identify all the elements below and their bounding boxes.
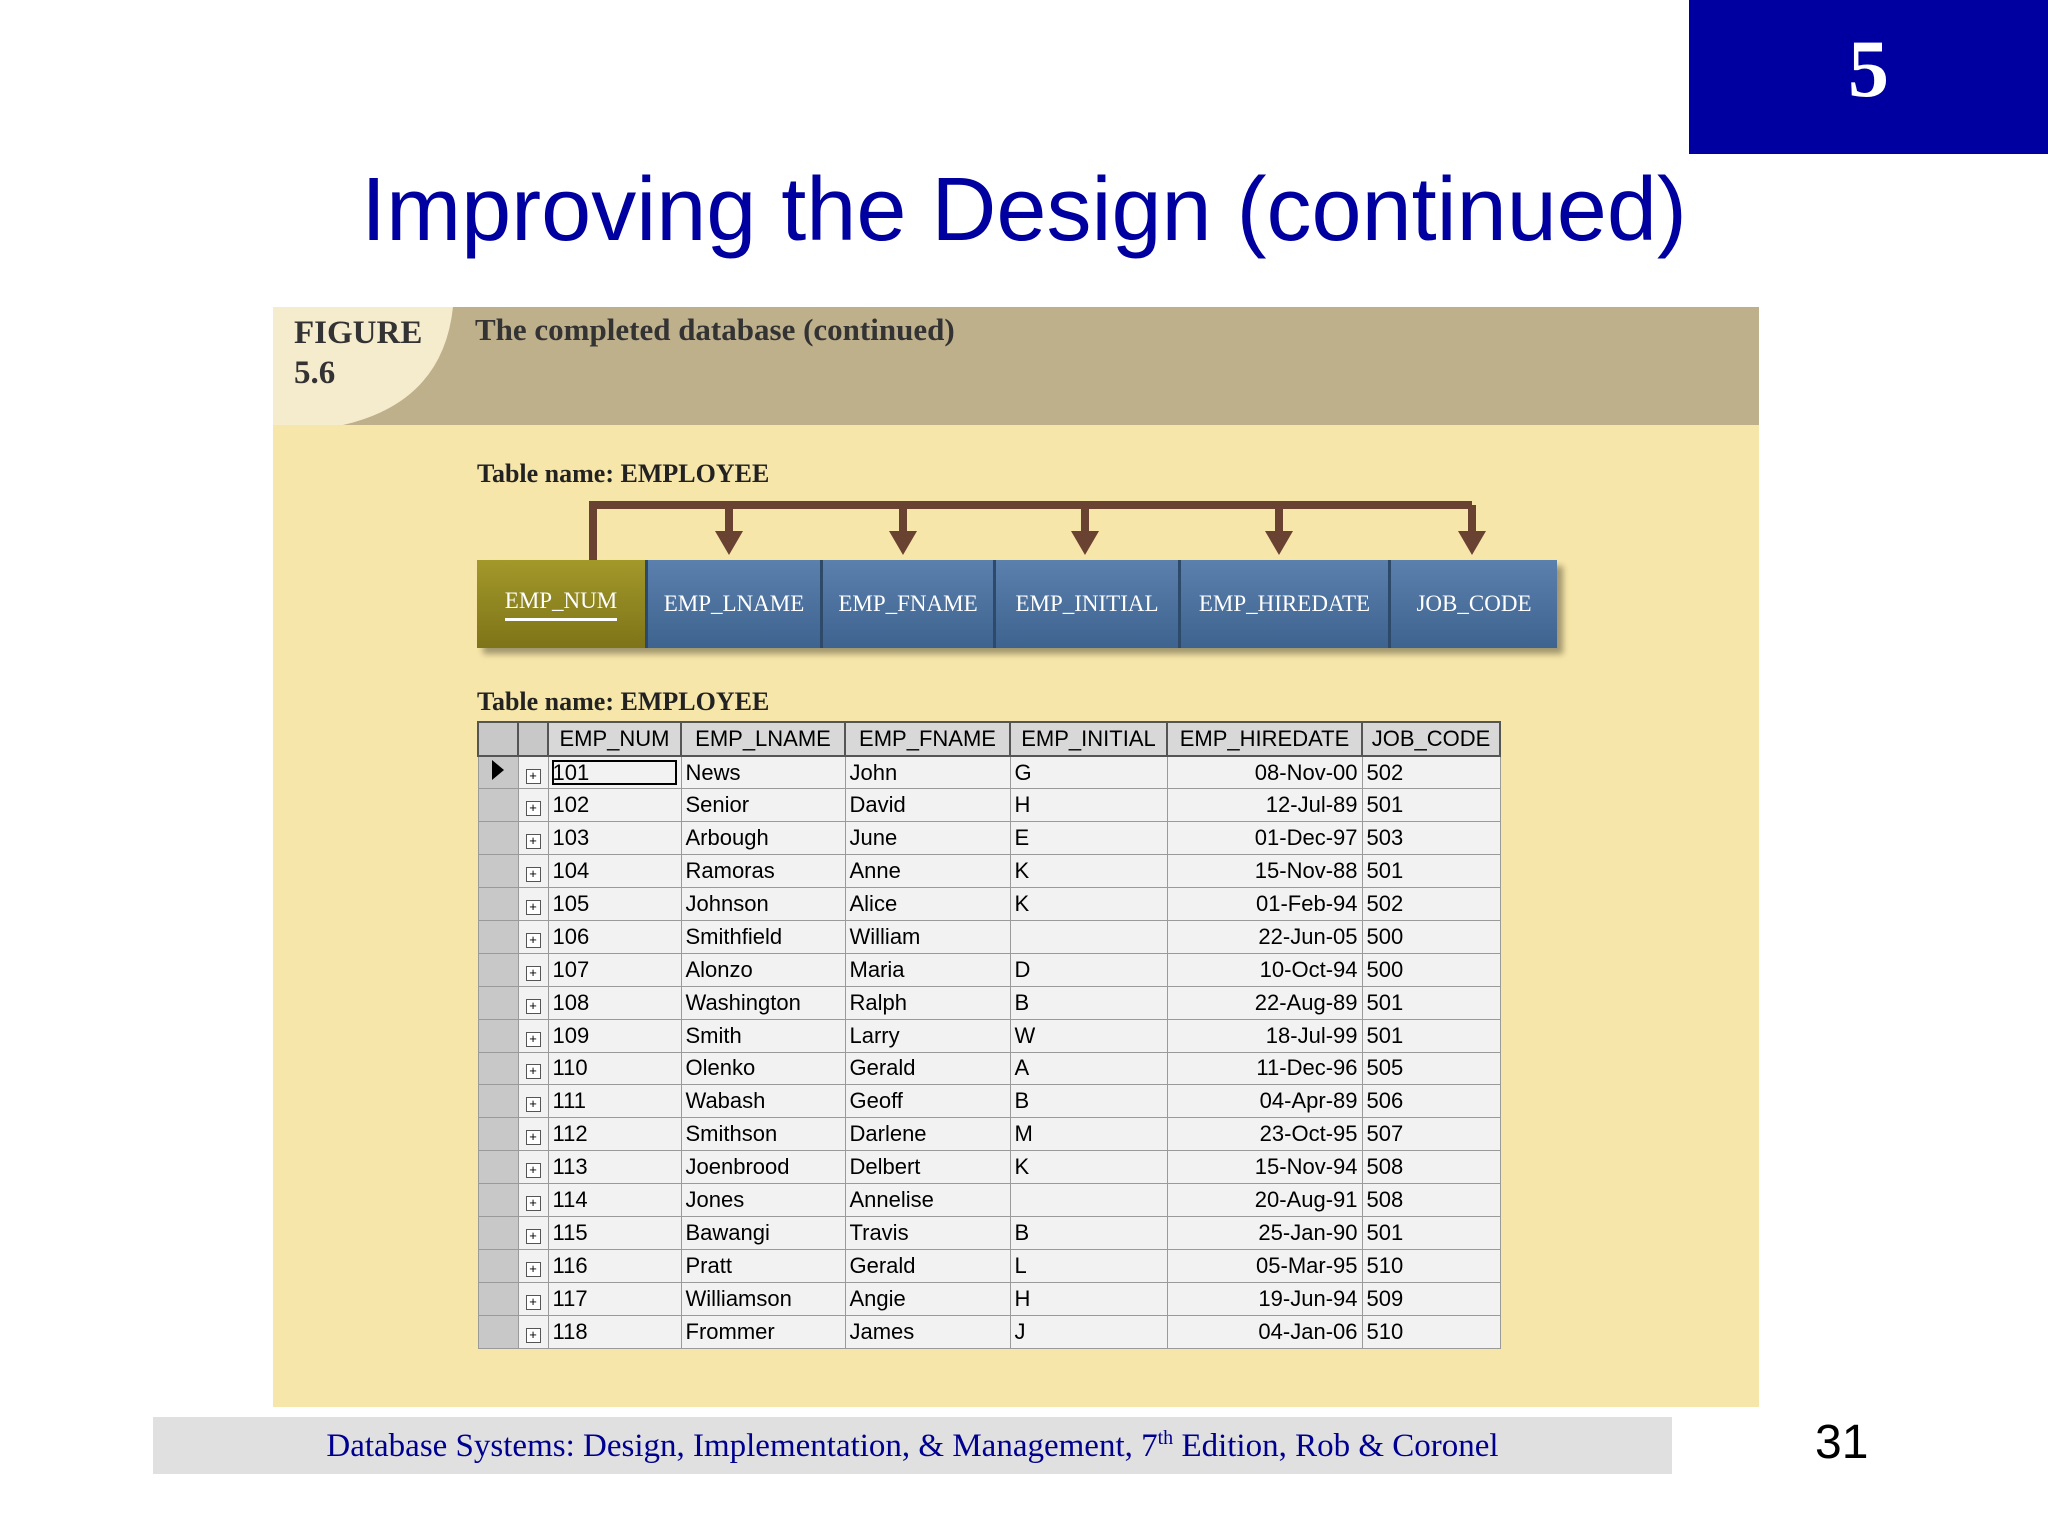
table-cell[interactable]: 111 bbox=[548, 1085, 681, 1118]
table-cell[interactable]: K bbox=[1010, 1151, 1167, 1184]
table-cell[interactable]: 108 bbox=[548, 986, 681, 1019]
table-cell[interactable]: Darlene bbox=[845, 1118, 1010, 1151]
footer-band bbox=[153, 1417, 1672, 1474]
table-cell[interactable]: 15-Nov-88 bbox=[1167, 855, 1362, 888]
table-cell[interactable]: Alonzo bbox=[681, 953, 845, 986]
expand-row-button[interactable] bbox=[518, 1184, 548, 1217]
table-cell[interactable]: William bbox=[845, 920, 1010, 953]
attr-emp-fname: EMP_FNAME bbox=[823, 560, 996, 648]
expand-row-button[interactable] bbox=[518, 1085, 548, 1118]
expand-row-button[interactable] bbox=[518, 920, 548, 953]
table-row[interactable] bbox=[478, 822, 1500, 855]
selector-header bbox=[478, 722, 518, 756]
table-cell[interactable]: 01-Dec-97 bbox=[1167, 822, 1362, 855]
footer-text-end: Edition, Rob & Coronel bbox=[1173, 1428, 1499, 1464]
plus-icon: + bbox=[526, 1295, 541, 1310]
table-cell[interactable]: L bbox=[1010, 1249, 1167, 1282]
row-selector[interactable] bbox=[478, 920, 518, 953]
plus-icon: + bbox=[526, 1262, 541, 1277]
figure-panel bbox=[273, 307, 1759, 1407]
table-cell[interactable]: Smithfield bbox=[681, 920, 845, 953]
row-selector[interactable] bbox=[478, 756, 518, 789]
table-cell[interactable]: Ramoras bbox=[681, 855, 845, 888]
table-cell[interactable]: D bbox=[1010, 953, 1167, 986]
table-cell[interactable]: Ralph bbox=[845, 986, 1010, 1019]
expand-row-button[interactable] bbox=[518, 953, 548, 986]
table-cell[interactable]: Arbough bbox=[681, 822, 845, 855]
table-cell[interactable]: K bbox=[1010, 855, 1167, 888]
table-cell[interactable]: 22-Aug-89 bbox=[1167, 986, 1362, 1019]
col-header[interactable]: EMP_NUM bbox=[548, 722, 681, 756]
table-cell[interactable]: 104 bbox=[548, 855, 681, 888]
row-selector[interactable] bbox=[478, 1282, 518, 1315]
table-cell[interactable]: 20-Aug-91 bbox=[1167, 1184, 1362, 1217]
row-selector[interactable] bbox=[478, 953, 518, 986]
table-cell[interactable]: 109 bbox=[548, 1019, 681, 1052]
table-cell[interactable]: Smithson bbox=[681, 1118, 845, 1151]
expand-row-button[interactable] bbox=[518, 855, 548, 888]
table-cell[interactable]: 107 bbox=[548, 953, 681, 986]
expander-header bbox=[518, 722, 548, 756]
table-cell[interactable]: 105 bbox=[548, 888, 681, 921]
plus-icon: + bbox=[526, 933, 541, 948]
table-row[interactable] bbox=[478, 1249, 1500, 1282]
row-selector[interactable] bbox=[478, 855, 518, 888]
table-row[interactable] bbox=[478, 1052, 1500, 1085]
table-cell[interactable]: Jones bbox=[681, 1184, 845, 1217]
attr-emp-hiredate: EMP_HIREDATE bbox=[1181, 560, 1391, 648]
table-cell[interactable]: 22-Jun-05 bbox=[1167, 920, 1362, 953]
expand-row-button[interactable] bbox=[518, 1282, 548, 1315]
row-selector[interactable] bbox=[478, 1184, 518, 1217]
footer-text-main: Database Systems: Design, Implementation, & Management, 7 bbox=[326, 1428, 1158, 1464]
expand-row-button[interactable] bbox=[518, 1315, 548, 1348]
table-cell[interactable]: 501 bbox=[1362, 1019, 1500, 1052]
table-cell[interactable]: Frommer bbox=[681, 1315, 845, 1348]
plus-icon: + bbox=[526, 966, 541, 981]
chapter-box bbox=[1689, 0, 2048, 154]
table-cell[interactable]: H bbox=[1010, 789, 1167, 822]
plus-icon: + bbox=[526, 1163, 541, 1178]
table-row[interactable] bbox=[478, 953, 1500, 986]
table-cell[interactable]: June bbox=[845, 822, 1010, 855]
plus-icon: + bbox=[526, 834, 541, 849]
table-cell[interactable]: Bawangi bbox=[681, 1216, 845, 1249]
table-cell[interactable]: 510 bbox=[1362, 1249, 1500, 1282]
col-header[interactable]: EMP_INITIAL bbox=[1010, 722, 1167, 756]
table-row[interactable] bbox=[478, 1315, 1500, 1348]
table-cell[interactable]: K bbox=[1010, 888, 1167, 921]
table-cell[interactable]: 04-Apr-89 bbox=[1167, 1085, 1362, 1118]
table-cell[interactable]: 510 bbox=[1362, 1315, 1500, 1348]
table-cell[interactable]: Alice bbox=[845, 888, 1010, 921]
row-selector[interactable] bbox=[478, 888, 518, 921]
table-cell[interactable]: Pratt bbox=[681, 1249, 845, 1282]
table-cell[interactable]: Gerald bbox=[845, 1052, 1010, 1085]
table-cell[interactable]: 23-Oct-95 bbox=[1167, 1118, 1362, 1151]
table-cell[interactable]: 08-Nov-00 bbox=[1167, 756, 1362, 789]
table-cell[interactable]: News bbox=[681, 756, 845, 789]
table-cell[interactable]: Angie bbox=[845, 1282, 1010, 1315]
row-selector[interactable] bbox=[478, 1118, 518, 1151]
plus-icon: + bbox=[526, 999, 541, 1014]
table-cell[interactable]: Joenbrood bbox=[681, 1151, 845, 1184]
table-cell[interactable]: 502 bbox=[1362, 888, 1500, 921]
table-cell[interactable]: Geoff bbox=[845, 1085, 1010, 1118]
table-cell[interactable]: 12-Jul-89 bbox=[1167, 789, 1362, 822]
table-row[interactable] bbox=[478, 1151, 1500, 1184]
employee-table bbox=[477, 721, 1501, 1349]
table-cell[interactable] bbox=[1010, 1184, 1167, 1217]
figure-caption: The completed database (continued) bbox=[475, 312, 955, 347]
current-row-arrow-icon bbox=[491, 760, 505, 780]
table-cell[interactable]: B bbox=[1010, 1085, 1167, 1118]
table-cell[interactable]: Travis bbox=[845, 1216, 1010, 1249]
figure-label: FIGURE 5.6 bbox=[294, 315, 423, 391]
plus-icon: + bbox=[526, 1328, 541, 1343]
table-row[interactable] bbox=[478, 855, 1500, 888]
table-cell[interactable]: 115 bbox=[548, 1216, 681, 1249]
table-row[interactable] bbox=[478, 1282, 1500, 1315]
table-cell[interactable]: 18-Jul-99 bbox=[1167, 1019, 1362, 1052]
table-cell[interactable]: G bbox=[1010, 756, 1167, 789]
table-cell[interactable]: Johnson bbox=[681, 888, 845, 921]
table-cell[interactable]: 15-Nov-94 bbox=[1167, 1151, 1362, 1184]
table-cell[interactable]: Delbert bbox=[845, 1151, 1010, 1184]
table-cell[interactable]: 507 bbox=[1362, 1118, 1500, 1151]
table-row[interactable] bbox=[478, 920, 1500, 953]
plus-icon: + bbox=[526, 1097, 541, 1112]
table-cell[interactable]: 25-Jan-90 bbox=[1167, 1216, 1362, 1249]
table-cell[interactable]: John bbox=[845, 756, 1010, 789]
table-cell[interactable]: J bbox=[1010, 1315, 1167, 1348]
table-cell[interactable]: 01-Feb-94 bbox=[1167, 888, 1362, 921]
table-name-1: Table name: EMPLOYEE bbox=[477, 459, 770, 488]
attr-emp-initial: EMP_INITIAL bbox=[996, 560, 1181, 648]
table-cell[interactable]: 106 bbox=[548, 920, 681, 953]
expand-row-button[interactable] bbox=[518, 1052, 548, 1085]
expand-row-button[interactable] bbox=[518, 822, 548, 855]
table-header-row bbox=[478, 722, 1500, 756]
table-cell[interactable]: 500 bbox=[1362, 920, 1500, 953]
row-selector[interactable] bbox=[478, 1249, 518, 1282]
table-cell[interactable]: 116 bbox=[548, 1249, 681, 1282]
table-row[interactable] bbox=[478, 1118, 1500, 1151]
plus-icon: + bbox=[526, 1229, 541, 1244]
attribute-bar bbox=[477, 560, 1557, 648]
expand-row-button[interactable] bbox=[518, 986, 548, 1019]
table-cell[interactable]: Annelise bbox=[845, 1184, 1010, 1217]
table-cell[interactable]: 502 bbox=[1362, 756, 1500, 789]
dependency-arrows bbox=[273, 307, 1759, 567]
table-cell[interactable]: 102 bbox=[548, 789, 681, 822]
row-selector[interactable] bbox=[478, 1085, 518, 1118]
expand-row-button[interactable] bbox=[518, 756, 548, 789]
plus-icon: + bbox=[526, 801, 541, 816]
chapter-number: 5 bbox=[1848, 23, 1889, 114]
footer-superscript: th bbox=[1157, 1427, 1174, 1449]
table-cell[interactable]: 103 bbox=[548, 822, 681, 855]
table-cell[interactable]: 508 bbox=[1362, 1151, 1500, 1184]
table-cell[interactable]: Wabash bbox=[681, 1085, 845, 1118]
slide-title: Improving the Design (continued) bbox=[361, 160, 1687, 260]
table-cell[interactable]: 500 bbox=[1362, 953, 1500, 986]
expand-row-button[interactable] bbox=[518, 888, 548, 921]
table-cell[interactable]: 506 bbox=[1362, 1085, 1500, 1118]
table-cell[interactable]: Washington bbox=[681, 986, 845, 1019]
table-cell[interactable]: 110 bbox=[548, 1052, 681, 1085]
table-cell[interactable]: 501 bbox=[1362, 986, 1500, 1019]
table-cell[interactable]: 04-Jan-06 bbox=[1167, 1315, 1362, 1348]
table-cell[interactable] bbox=[1010, 920, 1167, 953]
table-cell[interactable]: H bbox=[1010, 1282, 1167, 1315]
col-header[interactable]: EMP_FNAME bbox=[845, 722, 1010, 756]
table-cell[interactable]: E bbox=[1010, 822, 1167, 855]
plus-icon: + bbox=[526, 769, 541, 784]
table-cell[interactable]: Olenko bbox=[681, 1052, 845, 1085]
footer-text bbox=[153, 1427, 1672, 1465]
table-row[interactable] bbox=[478, 986, 1500, 1019]
table-row[interactable] bbox=[478, 1216, 1500, 1249]
page-number: 31 bbox=[1815, 1416, 1869, 1469]
attr-emp-num: EMP_NUM bbox=[477, 560, 648, 648]
row-selector[interactable] bbox=[478, 986, 518, 1019]
table-cell[interactable]: B bbox=[1010, 1216, 1167, 1249]
plus-icon: + bbox=[526, 867, 541, 882]
plus-icon: + bbox=[526, 900, 541, 915]
attr-job-code: JOB_CODE bbox=[1391, 560, 1557, 648]
attr-emp-lname: EMP_LNAME bbox=[648, 560, 823, 648]
row-selector[interactable] bbox=[478, 1052, 518, 1085]
table-row[interactable] bbox=[478, 1019, 1500, 1052]
expand-row-button[interactable] bbox=[518, 1019, 548, 1052]
row-selector[interactable] bbox=[478, 1315, 518, 1348]
col-header[interactable]: EMP_HIREDATE bbox=[1167, 722, 1362, 756]
expand-row-button[interactable] bbox=[518, 789, 548, 822]
col-header[interactable]: EMP_LNAME bbox=[681, 722, 845, 756]
table-cell[interactable]: A bbox=[1010, 1052, 1167, 1085]
table-cell[interactable]: 112 bbox=[548, 1118, 681, 1151]
table-cell[interactable]: Anne bbox=[845, 855, 1010, 888]
table-cell[interactable]: Larry bbox=[845, 1019, 1010, 1052]
table-cell[interactable]: Smith bbox=[681, 1019, 845, 1052]
table-cell[interactable]: 509 bbox=[1362, 1282, 1500, 1315]
table-name-2: Table name: EMPLOYEE bbox=[477, 687, 770, 716]
row-selector[interactable] bbox=[478, 789, 518, 822]
table-cell[interactable]: 11-Dec-96 bbox=[1167, 1052, 1362, 1085]
plus-icon: + bbox=[526, 1064, 541, 1079]
col-header[interactable]: JOB_CODE bbox=[1362, 722, 1500, 756]
table-cell[interactable]: 505 bbox=[1362, 1052, 1500, 1085]
row-selector[interactable] bbox=[478, 822, 518, 855]
plus-icon: + bbox=[526, 1196, 541, 1211]
table-cell[interactable]: 10-Oct-94 bbox=[1167, 953, 1362, 986]
table-cell[interactable]: 101 bbox=[548, 756, 681, 789]
table-row[interactable] bbox=[478, 756, 1500, 789]
table-row[interactable] bbox=[478, 1085, 1500, 1118]
table-cell[interactable]: W bbox=[1010, 1019, 1167, 1052]
table-cell[interactable]: 501 bbox=[1362, 855, 1500, 888]
table-cell[interactable]: Maria bbox=[845, 953, 1010, 986]
plus-icon: + bbox=[526, 1032, 541, 1047]
table-cell[interactable]: 113 bbox=[548, 1151, 681, 1184]
table-cell[interactable]: Williamson bbox=[681, 1282, 845, 1315]
table-cell[interactable]: 118 bbox=[548, 1315, 681, 1348]
table-cell[interactable]: M bbox=[1010, 1118, 1167, 1151]
expand-row-button[interactable] bbox=[518, 1118, 548, 1151]
expand-row-button[interactable] bbox=[518, 1249, 548, 1282]
table-cell[interactable]: David bbox=[845, 789, 1010, 822]
table-cell[interactable]: 19-Jun-94 bbox=[1167, 1282, 1362, 1315]
table-row[interactable] bbox=[478, 789, 1500, 822]
table-cell[interactable]: 117 bbox=[548, 1282, 681, 1315]
table-cell[interactable]: 501 bbox=[1362, 789, 1500, 822]
table-row[interactable] bbox=[478, 1184, 1500, 1217]
expand-row-button[interactable] bbox=[518, 1216, 548, 1249]
plus-icon: + bbox=[526, 1130, 541, 1145]
table-cell[interactable]: Senior bbox=[681, 789, 845, 822]
expand-row-button[interactable] bbox=[518, 1151, 548, 1184]
table-cell[interactable]: 503 bbox=[1362, 822, 1500, 855]
table-cell[interactable]: B bbox=[1010, 986, 1167, 1019]
table-cell[interactable]: 05-Mar-95 bbox=[1167, 1249, 1362, 1282]
table-cell[interactable]: James bbox=[845, 1315, 1010, 1348]
row-selector[interactable] bbox=[478, 1019, 518, 1052]
table-cell[interactable]: Gerald bbox=[845, 1249, 1010, 1282]
table-cell[interactable]: 114 bbox=[548, 1184, 681, 1217]
table-cell[interactable]: 501 bbox=[1362, 1216, 1500, 1249]
row-selector[interactable] bbox=[478, 1216, 518, 1249]
table-cell[interactable]: 508 bbox=[1362, 1184, 1500, 1217]
row-selector[interactable] bbox=[478, 1151, 518, 1184]
table-row[interactable] bbox=[478, 888, 1500, 921]
